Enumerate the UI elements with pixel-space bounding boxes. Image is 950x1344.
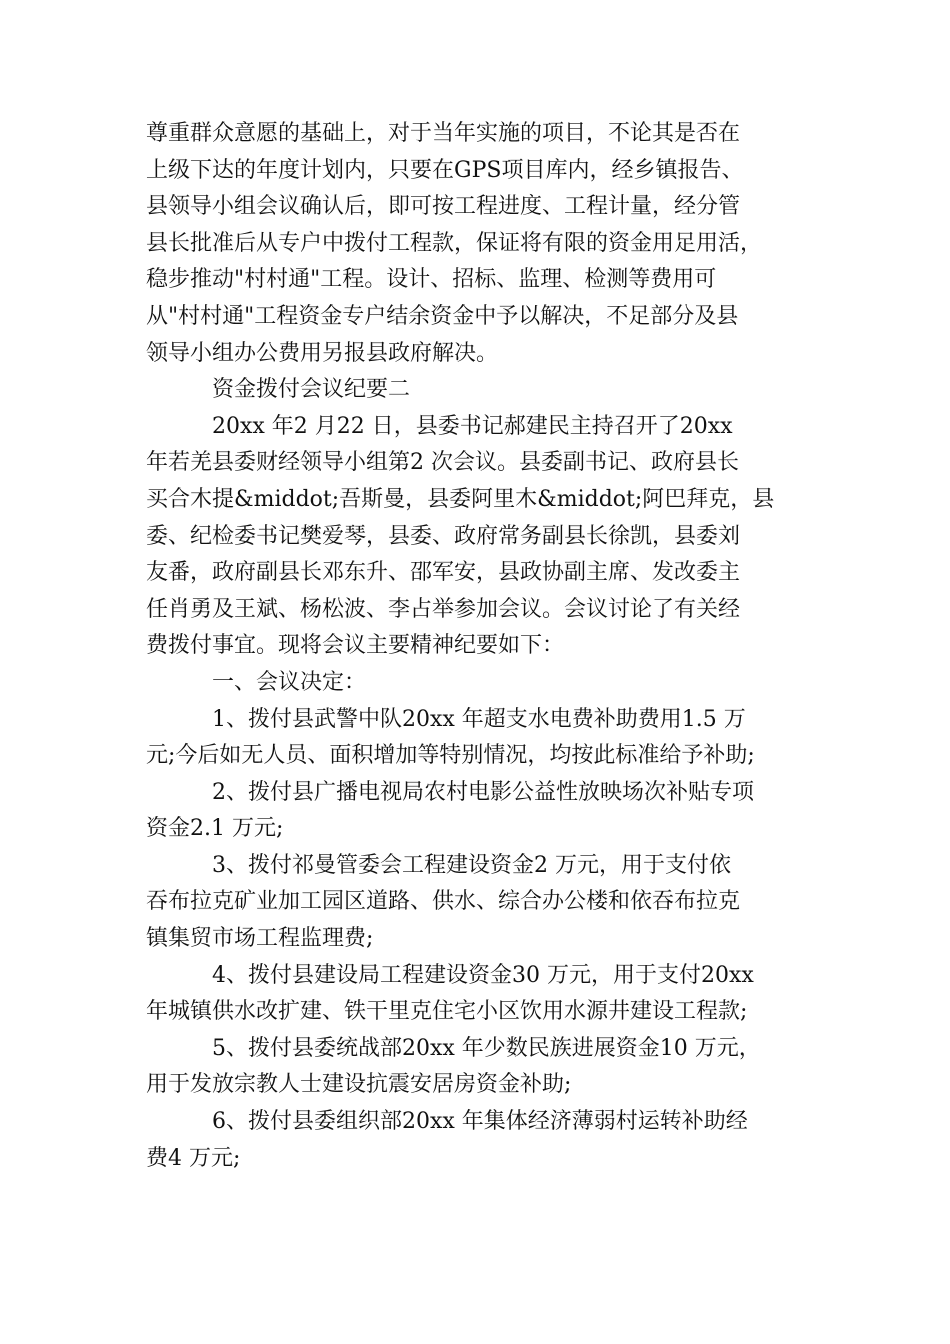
list-item-continuation: 吞布拉克矿业加工园区道路、供水、综合办公楼和依吞布拉克: [146, 889, 741, 915]
paragraph-line: 稳步推动"村村通"工程。设计、招标、监理、检测等费用可: [146, 267, 717, 293]
paragraph-line: 买合木提&middot;吾斯曼，县委阿里木&middot;阿巴拜克，县: [146, 486, 775, 512]
list-item: 6、拨付县委组织部20xx 年集体经济薄弱村运转补助经: [212, 1109, 748, 1135]
list-item-continuation: 年城镇供水改扩建、铁干里克住宅小区饮用水源井建设工程款;: [146, 999, 748, 1025]
document-body: [146, 116, 806, 1177]
paragraph-line: 县长批准后从专户中拨付工程款，保证将有限的资金用足用活，: [146, 230, 763, 256]
list-item-continuation: 镇集贸市场工程监理费;: [146, 926, 374, 952]
paragraph-line: 友番，政府副县长邓东升、邵军安，县政协副主席、发改委主: [146, 560, 741, 586]
list-item: 3、拨付祁曼管委会工程建设资金2 万元，用于支付依: [212, 852, 731, 878]
paragraph-line: 费拨付事宜。现将会议主要精神纪要如下：: [146, 633, 565, 659]
list-item-continuation: 用于发放宗教人士建设抗震安居房资金补助;: [146, 1072, 572, 1098]
list-item: 5、拨付县委统战部20xx 年少数民族进展资金10 万元，: [212, 1035, 761, 1061]
paragraph-line: 从"村村通"工程资金专户结余资金中予以解决，不足部分及县: [146, 303, 739, 329]
list-item-continuation: 资金2.1 万元;: [146, 816, 284, 842]
paragraph-line: 尊重群众意愿的基础上，对于当年实施的项目，不论其是否在: [146, 121, 741, 146]
list-item: 1、拨付县武警中队20xx 年超支水电费补助费用1.5 万: [212, 706, 746, 732]
list-item: 4、拨付县建设局工程建设资金30 万元，用于支付20xx: [212, 962, 754, 988]
paragraph-line: 20xx 年2 月22 日，县委书记郝建民主持召开了20xx: [212, 413, 733, 439]
list-item-continuation: 元;今后如无人员、面积增加等特别情况，均按此标准给予补助;: [146, 743, 755, 769]
paragraph-line: 上级下达的年度计划内，只要在GPS项目库内，经乡镇报告、: [146, 157, 744, 183]
paragraph-line: 县领导小组会议确认后，即可按工程进度、工程计量，经分管: [146, 194, 741, 220]
section-heading: 资金拨付会议纪要二: [212, 377, 411, 403]
paragraph-line: 任肖勇及王斌、杨松波、李占举参加会议。会议讨论了有关经: [146, 596, 741, 622]
paragraph-line: 领导小组办公费用另报县政府解决。: [146, 340, 499, 366]
paragraph-line: 委、纪检委书记樊爱琴，县委、政府常务副县长徐凯，县委刘: [146, 523, 741, 549]
subsection-heading: 一、会议决定：: [212, 669, 367, 695]
paragraph-line: 年若羌县委财经领导小组第2 次会议。县委副书记、政府县长: [146, 450, 739, 476]
list-item-continuation: 费4 万元;: [146, 1145, 241, 1171]
list-item: 2、拨付县广播电视局农村电影公益性放映场次补贴专项: [212, 779, 754, 805]
